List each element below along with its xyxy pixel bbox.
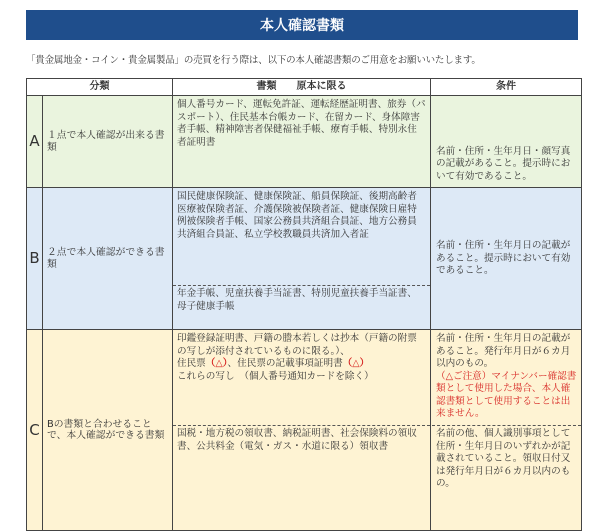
row-b-label: ２点で本人確認ができる書類: [43, 188, 173, 330]
row-c-documents-resident: 住民票: [177, 358, 206, 369]
row-b-documents-health: 国民健康保険証、健康保険証、船員保険証、後期高齢者医療被保険者証、介護保険被保険者証、健康保険日雇特例被保険者手帳、国家公務員共済組合員証、地方公務員共済組合員証、私立学校教職員共済加入者証: [177, 191, 417, 240]
table-header-row: [27, 79, 582, 96]
id-documents-table: [26, 78, 582, 531]
row-a-documents: 個人番号カード、運転免許証、運転経歴証明書、旅券（パスポート）、住民基本台帳カード、在留カード、身体障害者手帳、精神障害者保健福祉手帳、療育手帳、特別永住者証明書: [173, 96, 431, 188]
mynumber-warning: （△ご注意）マイナンバー確認書類として使用した場合、本人確認書類として使用することは出来ません。: [436, 370, 577, 419]
row-a: [27, 96, 582, 188]
row-c-documents-copies: これらの写し （個人番号通知カードを除く）: [177, 370, 374, 382]
row-a-letter: A: [27, 96, 43, 188]
row-c-documents-resident-cert: 、住民票の記載事項証明書: [227, 358, 343, 369]
row-b: [27, 188, 582, 330]
row-b-documents: [173, 188, 431, 330]
row-a-conditions: 名前・住所・生年月日・顔写真の記載があること。提示時において有効であること。: [431, 96, 582, 188]
row-c: [27, 330, 582, 531]
mynumber-caution-mark: （△）: [205, 358, 228, 369]
row-a-label: １点で本人確認が出来る書類: [43, 96, 173, 188]
page-title: 本人確認書類: [26, 10, 578, 40]
header-category: 分類: [27, 79, 173, 96]
row-c-documents: [173, 330, 431, 531]
row-b-conditions: 名前・住所・生年月日の記載があること。提示時において有効であること。: [431, 188, 582, 330]
row-c-documents-registry: 印鑑登録証明書、戸籍の謄本若しくは抄本（戸籍の附票の写しが添付されているものに限る。）、: [177, 333, 417, 357]
row-c-conditions-receipts: 名前の他、個人識別事項として住所・生年月日のいずれかが記載されていること。領収日付又は発行年月日が６カ月以内のもの。: [436, 428, 571, 489]
row-c-conditions-registry: 名前・住所・生年月日の記載があること。発行年月日が６カ月以内のもの。: [436, 333, 571, 369]
header-documents: 書類 原本に限る: [173, 79, 431, 96]
row-c-letter: C: [27, 330, 43, 531]
row-b-documents-other: 年金手帳、児童扶養手当証書、特別児童扶養手当証書、母子健康手帳: [177, 288, 417, 312]
row-b-letter: B: [27, 188, 43, 330]
row-c-label: Bの書類と合わせることで、本人確認ができる書類: [43, 330, 173, 531]
row-c-conditions: [431, 330, 582, 531]
row-c-documents-receipts: 国税・地方税の領収書、納税証明書、社会保険料の領収書、公共料金（電気・ガス・水道に限る）領収書: [177, 428, 417, 452]
intro-text: 「貴金属地金・コイン・貴金属製品」の売買を行う際は、以下の本人確認書類のご用意をお願いいたします。: [26, 55, 481, 66]
header-conditions: 条件: [431, 79, 582, 96]
mynumber-caution-mark-2: （△）: [342, 358, 370, 369]
